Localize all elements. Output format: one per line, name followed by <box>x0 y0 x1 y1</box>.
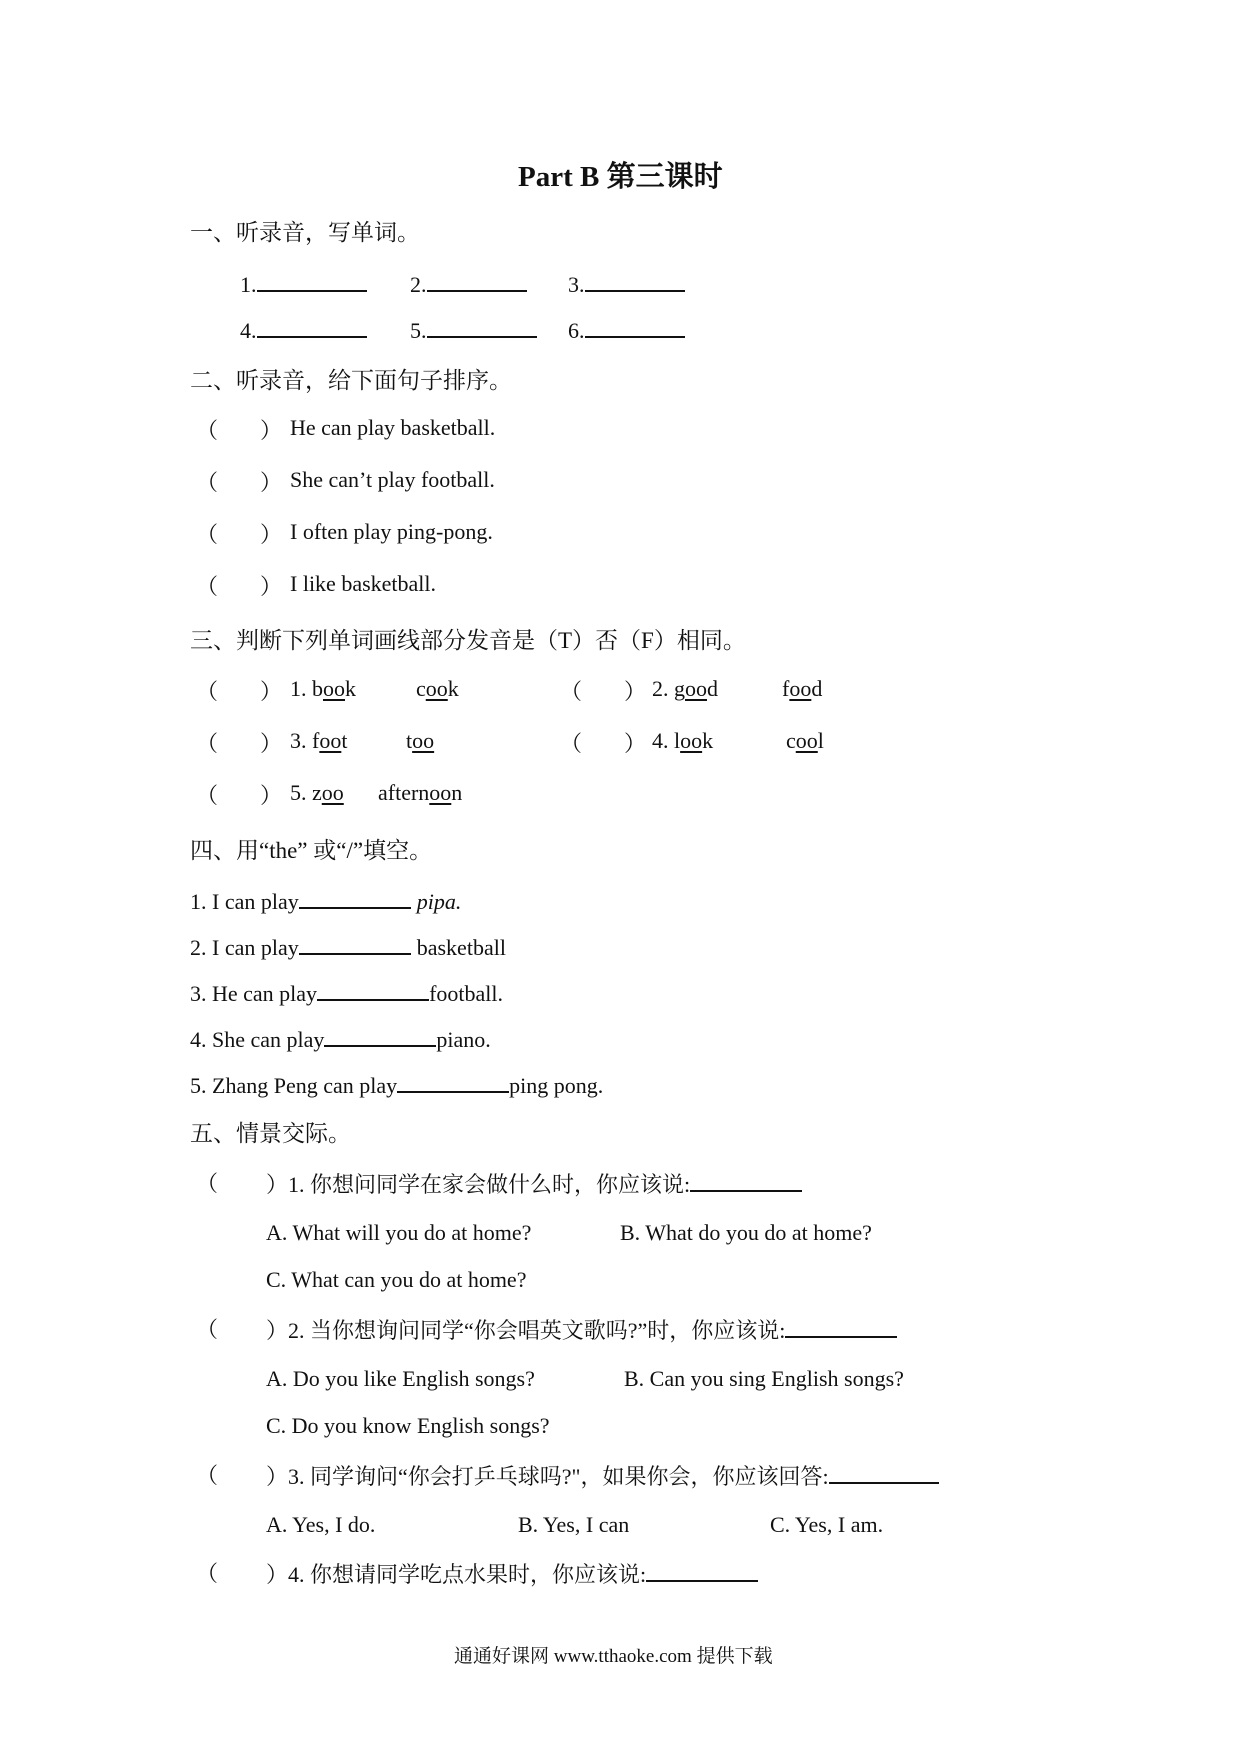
answer-paren-open[interactable]: （ <box>196 522 219 547</box>
answer-paren-close: ） <box>260 731 283 756</box>
sentence-item: He can play basketball. <box>290 415 496 440</box>
answer-paren-open[interactable]: （ <box>196 1317 219 1342</box>
answer-paren-open[interactable]: （ <box>196 574 219 599</box>
option-c[interactable]: C. What can you do at home? <box>266 1267 527 1292</box>
blank-item-3 <box>568 268 685 298</box>
question-stem: ）4. 你想请同学吃点水果时，你应该说: <box>266 1558 758 1589</box>
item-tail: piano. <box>436 1027 491 1052</box>
item-tail: pipa. <box>416 889 462 914</box>
answer-blank[interactable] <box>299 931 411 955</box>
item-text: 5. Zhang Peng can play <box>190 1073 398 1098</box>
word-1: look <box>674 728 714 753</box>
item-number: 1. <box>290 676 307 701</box>
item-text: 3. He can play <box>190 981 318 1006</box>
blank-item-5 <box>410 314 537 344</box>
answer-paren-open[interactable]: （ <box>196 1561 219 1586</box>
item-number: 5. <box>410 318 427 343</box>
phonics-item <box>290 780 344 806</box>
item-number: 4. <box>240 318 257 343</box>
item-number: 4. <box>652 728 669 753</box>
fill-item <box>190 885 461 915</box>
fill-item <box>190 931 506 961</box>
answer-paren-open[interactable]: （ <box>196 1463 219 1488</box>
item-tail: basketball <box>416 935 506 960</box>
blank-item-6 <box>568 314 685 344</box>
item-tail: football. <box>429 981 503 1006</box>
item-number: 2. <box>410 272 427 297</box>
answer-paren-open[interactable]: （ <box>196 418 219 443</box>
answer-blank[interactable] <box>324 1023 436 1047</box>
answer-paren-close: ） <box>260 783 283 808</box>
option-a[interactable]: A. Yes, I do. <box>266 1512 376 1537</box>
answer-blank[interactable] <box>829 1460 939 1484</box>
option-b[interactable]: B. What do you do at home? <box>620 1220 872 1245</box>
phonics-word-2: too <box>406 728 435 753</box>
answer-paren-open[interactable]: （ <box>196 1171 219 1196</box>
phonics-item <box>652 728 713 754</box>
answer-paren-close: ） <box>624 679 647 704</box>
answer-blank[interactable] <box>397 1069 509 1093</box>
item-number: 3. <box>290 728 307 753</box>
option-c[interactable]: C. Do you know English songs? <box>266 1413 550 1438</box>
phonics-item <box>652 676 718 702</box>
option-b[interactable]: B. Yes, I can <box>518 1512 630 1537</box>
answer-paren-open[interactable]: （ <box>196 731 219 756</box>
phonics-word-2: afternoon <box>378 780 463 805</box>
answer-paren-close: ） <box>260 679 283 704</box>
answer-blank[interactable] <box>427 314 537 338</box>
word-1: foot <box>312 728 348 753</box>
fill-item <box>190 1023 491 1053</box>
answer-blank[interactable] <box>690 1168 802 1192</box>
answer-blank[interactable] <box>257 268 367 292</box>
blank-item-1 <box>240 268 367 298</box>
answer-blank[interactable] <box>299 885 411 909</box>
sentence-item: I often play ping-pong. <box>290 519 493 544</box>
item-text: 4. She can play <box>190 1027 325 1052</box>
answer-paren-close: ） <box>260 418 283 443</box>
phonics-word-2: food <box>782 676 823 701</box>
section-3-heading: 三、判断下列单词画线部分发音是（T）否（F）相同。 <box>190 628 746 653</box>
blank-item-4 <box>240 314 367 344</box>
item-number: 1. <box>240 272 257 297</box>
word-1: zoo <box>312 780 344 805</box>
blank-item-2 <box>410 268 527 298</box>
answer-paren-close: ） <box>260 470 283 495</box>
option-b[interactable]: B. Can you sing English songs? <box>624 1366 904 1391</box>
phonics-item <box>290 728 347 754</box>
option-c[interactable]: C. Yes, I am. <box>770 1512 884 1537</box>
answer-paren-open[interactable]: （ <box>560 731 583 756</box>
answer-paren-open[interactable]: （ <box>196 783 219 808</box>
phonics-word-2: cool <box>786 728 824 753</box>
sentence-item: I like basketball. <box>290 571 437 596</box>
answer-blank[interactable] <box>646 1558 758 1582</box>
item-number: 3. <box>568 272 585 297</box>
answer-blank[interactable] <box>317 977 429 1001</box>
section-4-heading: 四、用“the” 或“/”填空。 <box>190 838 433 863</box>
item-number: 2. <box>652 676 669 701</box>
option-a[interactable]: A. Do you like English songs? <box>266 1366 535 1391</box>
fill-item <box>190 1069 603 1099</box>
option-a[interactable]: A. What will you do at home? <box>266 1220 532 1245</box>
section-2-heading: 二、听录音，给下面句子排序。 <box>190 368 512 393</box>
question-stem: ）1. 你想问同学在家会做什么时，你应该说: <box>266 1168 802 1199</box>
answer-paren-close: ） <box>624 731 647 756</box>
answer-blank[interactable] <box>585 314 685 338</box>
answer-paren-open[interactable]: （ <box>196 470 219 495</box>
item-tail: ping pong. <box>509 1073 604 1098</box>
answer-blank[interactable] <box>427 268 527 292</box>
sentence-item: She can’t play football. <box>290 467 495 492</box>
section-1-heading: 一、听录音，写单词。 <box>190 220 420 245</box>
answer-paren-open[interactable]: （ <box>560 679 583 704</box>
phonics-item <box>290 676 356 702</box>
answer-paren-close: ） <box>260 574 283 599</box>
question-stem: ）3. 同学询问“你会打乒乓球吗?"，如果你会，你应该回答: <box>266 1460 939 1491</box>
footer-credit: 通通好课网 www.tthaoke.com 提供下载 <box>454 1646 773 1667</box>
phonics-word-2: cook <box>416 676 459 701</box>
word-1: book <box>312 676 356 701</box>
word-1: good <box>674 676 718 701</box>
fill-item <box>190 977 503 1007</box>
item-number: 6. <box>568 318 585 343</box>
answer-paren-close: ） <box>260 522 283 547</box>
answer-blank[interactable] <box>585 268 685 292</box>
section-5-heading: 五、情景交际。 <box>190 1121 351 1146</box>
page-title: Part B 第三课时 <box>518 161 723 193</box>
answer-paren-open[interactable]: （ <box>196 679 219 704</box>
question-stem: ）2. 当你想询问同学“你会唱英文歌吗?”时，你应该说: <box>266 1314 897 1345</box>
item-number: 5. <box>290 780 307 805</box>
answer-blank[interactable] <box>257 314 367 338</box>
item-text: 1. I can play <box>190 889 299 914</box>
item-text: 2. I can play <box>190 935 299 960</box>
answer-blank[interactable] <box>785 1314 897 1338</box>
